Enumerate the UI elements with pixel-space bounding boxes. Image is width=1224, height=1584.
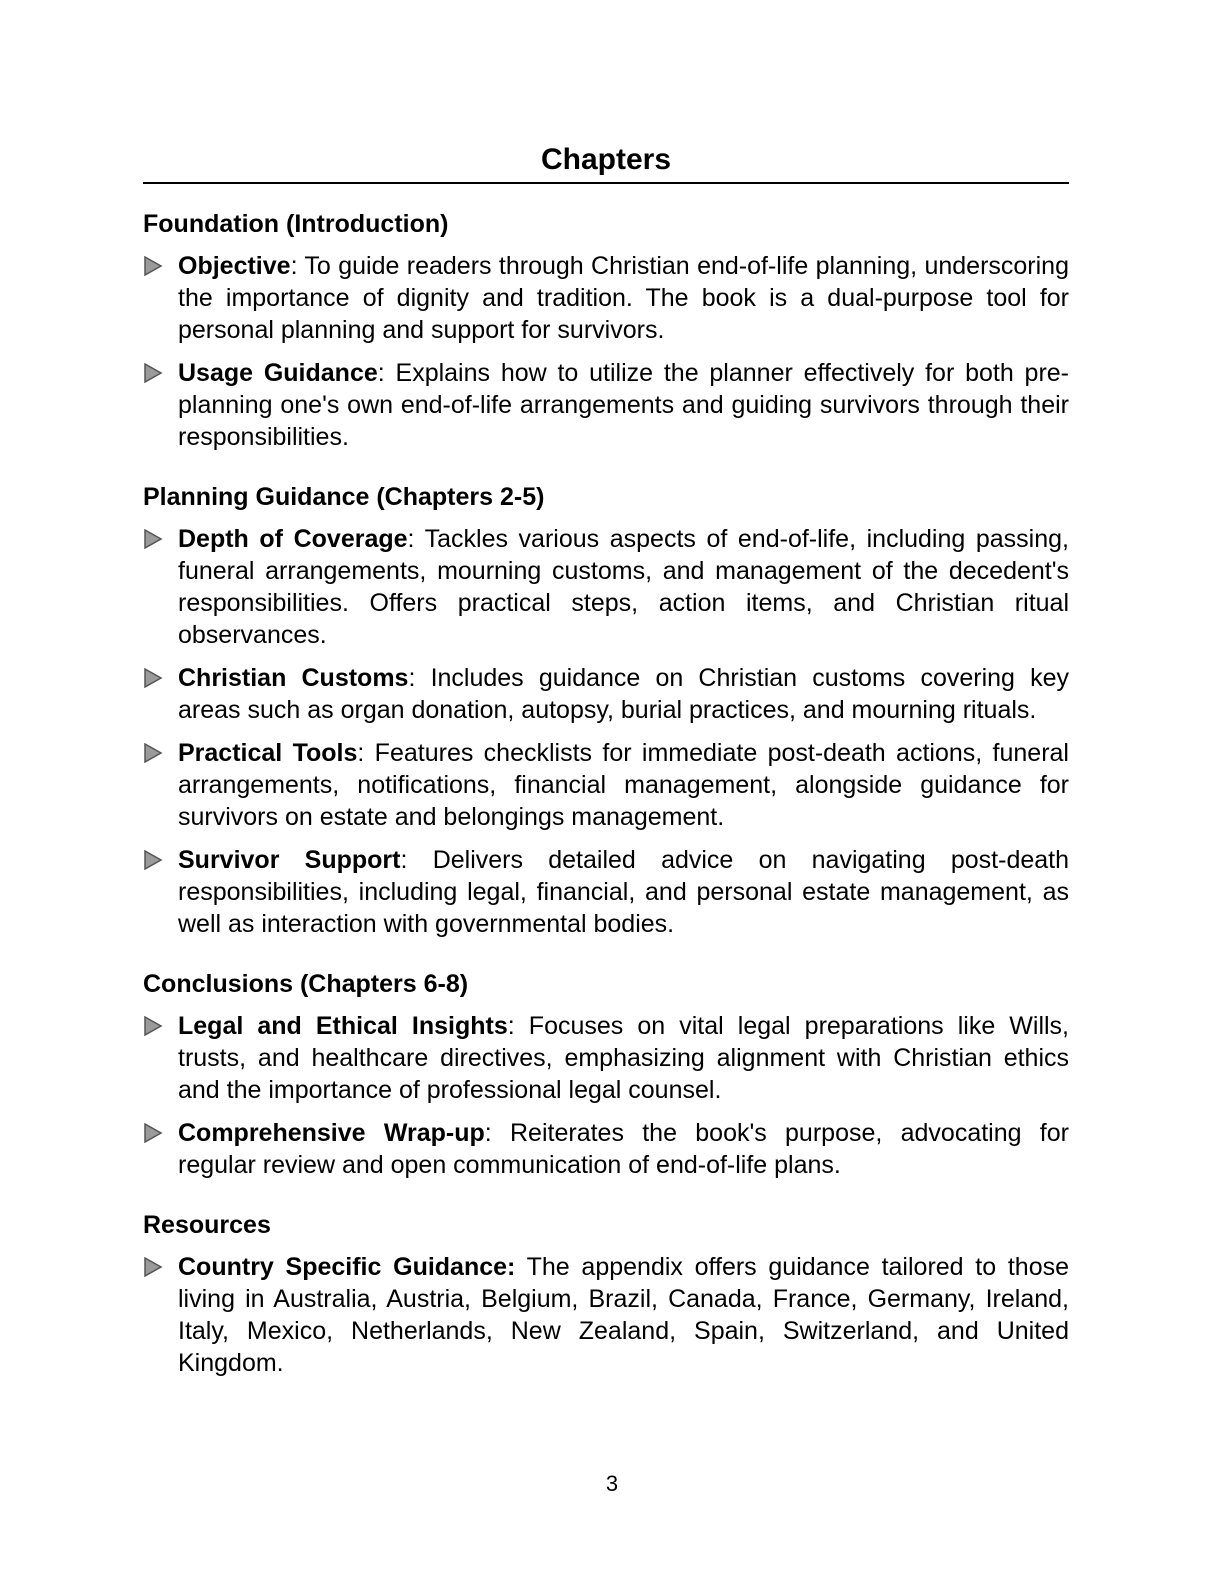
item-term: Usage Guidance bbox=[178, 359, 378, 387]
section-resources bbox=[143, 1209, 1069, 1379]
item-term: Depth of Coverage bbox=[178, 525, 408, 553]
list-item bbox=[143, 250, 1069, 346]
item-text: Tackles various aspects of end-of-life, including passing, funeral arrangements, mourning customs, and management of the decedent's responsibilities. Offers practical steps, action items, and Christian ritual observances. bbox=[178, 525, 1069, 649]
item-text: Features checklists for immediate post-death actions, funeral arrangements, notifications, financial management, alongside guidance for survivors on estate and belongings management. bbox=[178, 739, 1069, 831]
item-separator: : bbox=[507, 1012, 515, 1040]
page-number: 3 bbox=[605, 1471, 619, 1496]
item-separator: : bbox=[377, 359, 385, 387]
item-term: Legal and Ethical Insights bbox=[178, 1012, 508, 1040]
section-conclusions bbox=[143, 968, 1069, 1181]
list-item bbox=[143, 1117, 1069, 1181]
item-separator: : bbox=[407, 525, 415, 553]
triangle-bullet-icon bbox=[143, 529, 163, 549]
item-separator: : bbox=[484, 1119, 492, 1147]
triangle-bullet-icon bbox=[143, 256, 163, 276]
item-text: To guide readers through Christian end-of-life planning, underscoring the importance of dignity and tradition. The book is a dual-purpose tool for personal planning and support for survivors. bbox=[178, 252, 1069, 344]
page-title: Chapters bbox=[143, 140, 1069, 184]
list-item bbox=[143, 357, 1069, 453]
triangle-bullet-icon bbox=[143, 1016, 163, 1036]
item-term: Comprehensive Wrap-up bbox=[178, 1119, 485, 1147]
list-item bbox=[143, 662, 1069, 726]
section-heading: Planning Guidance (Chapters 2-5) bbox=[143, 483, 545, 511]
item-separator: : bbox=[357, 739, 365, 767]
item-term: Objective bbox=[178, 252, 291, 280]
section-planning-guidance bbox=[143, 481, 1069, 940]
section-heading: Conclusions (Chapters 6-8) bbox=[143, 970, 469, 998]
item-term: Survivor Support bbox=[178, 846, 401, 874]
list-item bbox=[143, 737, 1069, 833]
item-separator: : bbox=[400, 846, 408, 874]
section-foundation bbox=[143, 208, 1069, 453]
triangle-bullet-icon bbox=[143, 668, 163, 688]
item-term: Country Specific Guidance: bbox=[178, 1253, 516, 1281]
triangle-bullet-icon bbox=[143, 850, 163, 870]
page-content bbox=[143, 140, 1069, 1390]
section-heading: Foundation (Introduction) bbox=[143, 210, 449, 238]
triangle-bullet-icon bbox=[143, 1257, 163, 1277]
item-text: Includes guidance on Christian customs covering key areas such as organ donation, autopsy, burial practices, and mourning rituals. bbox=[178, 664, 1069, 724]
list-item bbox=[143, 844, 1069, 940]
item-text: Explains how to utilize the planner effectively for both pre-planning one's own end-of-life arrangements and guiding survivors through their responsibilities. bbox=[178, 359, 1069, 451]
item-text: Focuses on vital legal preparations like Wills, trusts, and healthcare directives, emphasizing alignment with Christian ethics and the importance of professional legal counsel. bbox=[178, 1012, 1070, 1104]
item-text: The appendix offers guidance tailored to those living in Australia, Austria, Belgium, Brazil, Canada, France, Germany, Ireland, Italy, Mexico, Netherlands, New Zealand, Spain, Switzerland, and United Kingdom. bbox=[178, 1253, 1069, 1377]
list-item bbox=[143, 1251, 1069, 1379]
item-separator: : bbox=[408, 664, 416, 692]
item-term: Practical Tools bbox=[178, 739, 358, 767]
list-item bbox=[143, 523, 1069, 651]
section-heading: Resources bbox=[143, 1211, 271, 1239]
triangle-bullet-icon bbox=[143, 363, 163, 383]
triangle-bullet-icon bbox=[143, 743, 163, 763]
item-separator: : bbox=[290, 252, 298, 280]
item-term: Christian Customs bbox=[178, 664, 409, 692]
item-text: Reiterates the book's purpose, advocating for regular review and open communication of end-of-life plans. bbox=[178, 1119, 1069, 1179]
triangle-bullet-icon bbox=[143, 1123, 163, 1143]
list-item bbox=[143, 1010, 1069, 1106]
item-text: Delivers detailed advice on navigating post-death responsibilities, including legal, financial, and personal estate management, as well as interaction with governmental bodies. bbox=[178, 846, 1070, 938]
